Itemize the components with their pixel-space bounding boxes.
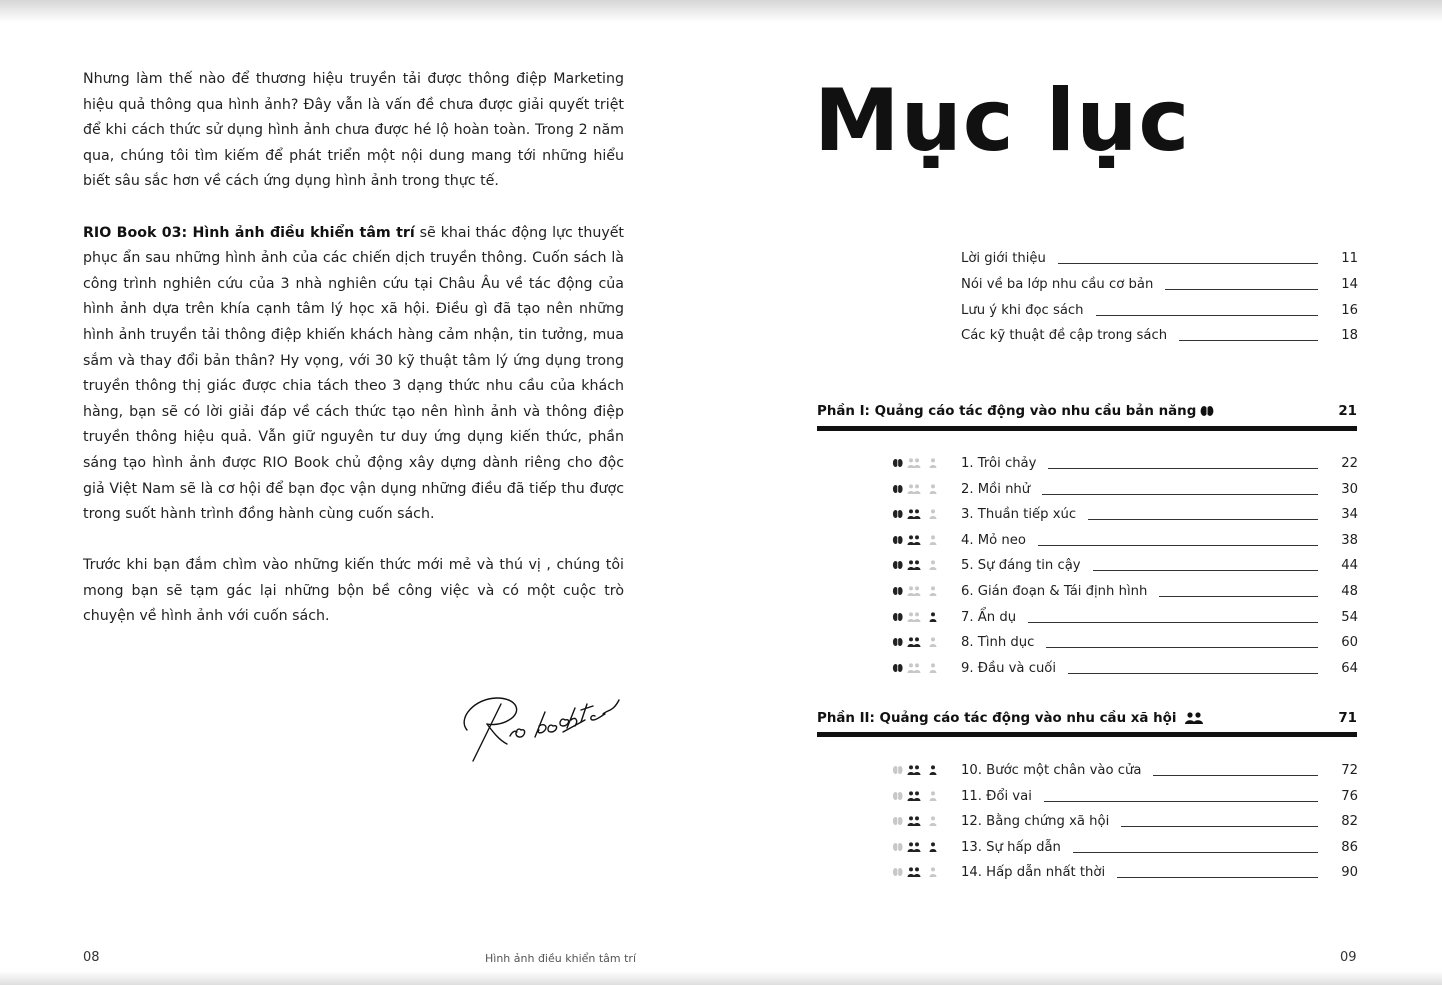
need-level-icons bbox=[892, 607, 942, 627]
brain-icon bbox=[893, 561, 903, 569]
person-icon bbox=[930, 663, 937, 673]
toc-entry-label: 10. Bước một chân vào cửa bbox=[961, 762, 1142, 778]
toc-leader-line bbox=[1046, 647, 1318, 648]
page-gutter-shadow-top bbox=[0, 0, 1442, 22]
toc-entry[interactable] bbox=[961, 325, 1358, 345]
toc-entry-page: 14 bbox=[1341, 276, 1358, 292]
toc-entry-page: 60 bbox=[1341, 634, 1358, 650]
group-icon bbox=[908, 637, 921, 647]
toc-entry-page: 64 bbox=[1341, 660, 1358, 676]
toc-leader-line bbox=[1159, 596, 1318, 597]
intro-paragraph-3: Trước khi bạn đắm chìm vào những kiến thức mới mẻ và thú vị , chúng tôi mong bạn sẽ tạm gác lại những bộn bề công việc và có một cuộc trò chuyện về hình ảnh với cuốn sách. bbox=[83, 557, 624, 625]
brain-icon bbox=[893, 510, 903, 518]
toc-entry[interactable] bbox=[961, 504, 1358, 524]
toc-entry-label: 11. Đổi vai bbox=[961, 788, 1032, 804]
toc-leader-line bbox=[1179, 340, 1318, 341]
group-icon bbox=[908, 484, 921, 494]
toc-entry-page: 82 bbox=[1341, 813, 1358, 829]
toc-leader-line bbox=[1073, 852, 1318, 853]
group-icon bbox=[1184, 712, 1204, 724]
group-icon bbox=[908, 458, 921, 468]
group-icon bbox=[908, 509, 921, 519]
toc-entry-label: Nói về ba lớp nhu cầu cơ bản bbox=[961, 276, 1154, 292]
toc-entry-label: 8. Tình dục bbox=[961, 634, 1035, 650]
toc-entry[interactable] bbox=[961, 274, 1358, 294]
toc-entry-label: Lưu ý khi đọc sách bbox=[961, 302, 1084, 318]
part-2-rule bbox=[817, 732, 1357, 737]
toc-leader-line bbox=[1165, 289, 1318, 290]
toc-entry-label: Các kỹ thuật đề cập trong sách bbox=[961, 327, 1168, 343]
toc-entry-label: 3. Thuần tiếp xúc bbox=[961, 506, 1077, 522]
toc-entry[interactable] bbox=[961, 607, 1358, 627]
group-icon bbox=[908, 612, 921, 622]
toc-entry-label: 6. Gián đoạn & Tái định hình bbox=[961, 583, 1148, 599]
part-1-rule bbox=[817, 426, 1357, 431]
brain-icon bbox=[893, 817, 903, 825]
group-icon bbox=[908, 663, 921, 673]
toc-entry[interactable] bbox=[961, 658, 1358, 678]
person-icon bbox=[930, 509, 937, 519]
toc-entry[interactable] bbox=[961, 453, 1358, 473]
person-icon bbox=[930, 586, 937, 596]
toc-entry-page: 38 bbox=[1341, 532, 1358, 548]
group-icon bbox=[908, 560, 921, 570]
toc-entry-page: 54 bbox=[1341, 609, 1358, 625]
toc-entry-label: 14. Hấp dẫn nhất thời bbox=[961, 864, 1106, 880]
group-icon bbox=[908, 867, 921, 877]
toc-leader-line bbox=[1038, 545, 1318, 546]
need-level-icons bbox=[892, 453, 942, 473]
toc-entry-page: 86 bbox=[1341, 839, 1358, 855]
toc-leader-line bbox=[1088, 519, 1318, 520]
toc-entry-label: 9. Đầu và cuối bbox=[961, 660, 1057, 676]
need-level-icons bbox=[892, 862, 942, 882]
toc-title: Mục lục bbox=[814, 71, 1191, 171]
toc-entry-label: 12. Bằng chứng xã hội bbox=[961, 813, 1110, 829]
toc-entry-page: 76 bbox=[1341, 788, 1358, 804]
toc-leader-line bbox=[1058, 263, 1318, 264]
need-level-icons bbox=[892, 837, 942, 857]
brain-icon bbox=[893, 613, 903, 621]
left-page-number: 08 bbox=[83, 950, 100, 965]
need-level-icons bbox=[892, 786, 942, 806]
toc-entry-page: 48 bbox=[1341, 583, 1358, 599]
toc-entry[interactable] bbox=[961, 811, 1358, 831]
running-title: Hình ảnh điều khiển tâm trí bbox=[485, 952, 637, 965]
part-2-page: 71 bbox=[1338, 710, 1357, 726]
toc-entry[interactable] bbox=[961, 530, 1358, 550]
need-level-icons bbox=[892, 581, 942, 601]
person-icon bbox=[930, 484, 937, 494]
toc-entry-page: 72 bbox=[1341, 762, 1358, 778]
need-level-icons bbox=[892, 658, 942, 678]
toc-entry-page: 22 bbox=[1341, 455, 1358, 471]
toc-entry[interactable] bbox=[961, 300, 1358, 320]
toc-entry[interactable] bbox=[961, 581, 1358, 601]
need-level-icons bbox=[892, 530, 942, 550]
brain-icon bbox=[893, 792, 903, 800]
need-level-icons bbox=[892, 811, 942, 831]
toc-entry-label: 5. Sự đáng tin cậy bbox=[961, 557, 1081, 573]
toc-leader-line bbox=[1042, 494, 1318, 495]
need-level-icons bbox=[892, 760, 942, 780]
toc-leader-line bbox=[1153, 775, 1318, 776]
toc-entry-page: 18 bbox=[1341, 327, 1358, 343]
need-level-icons bbox=[892, 632, 942, 652]
group-icon bbox=[908, 791, 921, 801]
group-icon bbox=[908, 816, 921, 826]
brain-icon bbox=[893, 485, 903, 493]
toc-leader-line bbox=[1096, 315, 1318, 316]
right-page-number: 09 bbox=[1340, 950, 1357, 965]
part-1-heading[interactable] bbox=[817, 401, 1357, 421]
person-icon bbox=[930, 791, 937, 801]
person-icon bbox=[930, 458, 937, 468]
part-2-heading[interactable] bbox=[817, 708, 1357, 728]
toc-entry-label: 13. Sự hấp dẫn bbox=[961, 839, 1061, 855]
toc-entry-label: 4. Mỏ neo bbox=[961, 532, 1026, 548]
intro-paragraph-1: Nhưng làm thế nào để thương hiệu truyền tải được thông điệp Marketing hiệu quả thông qua hình ảnh? Đây vẫn là vấn đề chưa được giải quyết triệt để khi cách thức sử dụng hình ảnh chưa được hé lộ hoàn toàn. Trong 2 năm qua, chúng tôi tìm kiếm để phát triển một nội dung mang tới những hiểu biết sâu sắc hơn về cách ứng dụng hình ảnh trong thực tế. bbox=[83, 71, 624, 190]
person-icon bbox=[930, 560, 937, 570]
toc-entry[interactable] bbox=[961, 862, 1358, 882]
need-level-icons bbox=[892, 555, 942, 575]
toc-entry[interactable] bbox=[961, 837, 1358, 857]
toc-leader-line bbox=[1068, 673, 1318, 674]
toc-entry[interactable] bbox=[961, 248, 1358, 268]
intro-paragraph-2 bbox=[83, 221, 624, 528]
toc-leader-line bbox=[1117, 877, 1318, 878]
toc-entry-page: 90 bbox=[1341, 864, 1358, 880]
intro-paragraph-2-text: sẽ khai thác động lực thuyết phục ẩn sau những hình ảnh của các chiến dịch truyền thông. Cuốn sách là công trình nghiên cứu của 3 nhà nghiên cứu tại Châu Âu về tác động của hình ảnh dựa trên khía cạnh tâm lý học xã hội. Điều gì đã tạo nên những hình ảnh truyền tải thông điệp khiến khách hàng cảm nhận, tin tưởng, mua sắm và thay đổi bản thân? Hy vọng, với 30 kỹ thuật tâm lý ứng dụng trong truyền thông thị giác được chia tách theo 3 dạng thức nhu cầu của khách hàng, bạn sẽ có lời giải đáp về cách thức tạo nên hình ảnh và thông điệp truyền thông hiệu quả. Vẫn giữ nguyên tư duy ứng dụng kiến thức, phần sáng tạo hình ảnh được RIO Book chủ động xây dựng dành riêng cho độc giả Việt Nam sẽ là cơ hội để bạn đọc vận dụng những điều đã tiếp thu được trong suốt hành trình đồng hành cùng cuốn sách. bbox=[83, 224, 625, 523]
toc-entry-page: 11 bbox=[1341, 250, 1358, 266]
toc-entry-label: 2. Mồi nhử bbox=[961, 481, 1031, 497]
toc-leader-line bbox=[1048, 468, 1318, 469]
person-icon bbox=[930, 535, 937, 545]
toc-entry-label: 1. Trôi chảy bbox=[961, 455, 1037, 471]
toc-leader-line bbox=[1121, 826, 1318, 827]
group-icon bbox=[908, 586, 921, 596]
brain-icon bbox=[893, 587, 903, 595]
brain-icon bbox=[893, 766, 903, 774]
signature-icon bbox=[455, 692, 625, 767]
person-icon bbox=[930, 765, 937, 775]
person-icon bbox=[930, 816, 937, 826]
toc-entry-page: 16 bbox=[1341, 302, 1358, 318]
group-icon bbox=[908, 842, 921, 852]
part-1-title: Phần I: Quảng cáo tác động vào nhu cầu bản năng bbox=[817, 403, 1197, 419]
toc-leader-line bbox=[1044, 801, 1318, 802]
brain-icon bbox=[893, 843, 903, 851]
part-1-page: 21 bbox=[1338, 403, 1357, 419]
part-2-title: Phần II: Quảng cáo tác động vào nhu cầu xã hội bbox=[817, 710, 1177, 726]
toc-entry-label: Lời giới thiệu bbox=[961, 250, 1046, 266]
toc-leader-line bbox=[1093, 570, 1318, 571]
toc-entry-page: 44 bbox=[1341, 557, 1358, 573]
brain-icon bbox=[1200, 405, 1214, 417]
person-icon bbox=[930, 637, 937, 647]
page-gutter-shadow-bottom bbox=[0, 971, 1442, 985]
group-icon bbox=[908, 535, 921, 545]
book-title-bold: RIO Book 03: Hình ảnh điều khiển tâm trí bbox=[83, 224, 415, 241]
left-page bbox=[83, 67, 624, 656]
person-icon bbox=[930, 612, 937, 622]
person-icon bbox=[930, 842, 937, 852]
need-level-icons bbox=[892, 479, 942, 499]
brain-icon bbox=[893, 536, 903, 544]
brain-icon bbox=[893, 459, 903, 467]
brain-icon bbox=[893, 868, 903, 876]
need-level-icons bbox=[892, 504, 942, 524]
group-icon bbox=[908, 765, 921, 775]
toc-entry[interactable] bbox=[961, 760, 1358, 780]
toc-entry-page: 34 bbox=[1341, 506, 1358, 522]
toc-entry[interactable] bbox=[961, 632, 1358, 652]
toc-entry[interactable] bbox=[961, 786, 1358, 806]
toc-entry[interactable] bbox=[961, 555, 1358, 575]
toc-entry[interactable] bbox=[961, 479, 1358, 499]
brain-icon bbox=[893, 638, 903, 646]
toc-entry-page: 30 bbox=[1341, 481, 1358, 497]
toc-entry-label: 7. Ẩn dụ bbox=[961, 609, 1017, 625]
brain-icon bbox=[893, 664, 903, 672]
person-icon bbox=[930, 867, 937, 877]
toc-leader-line bbox=[1028, 622, 1318, 623]
